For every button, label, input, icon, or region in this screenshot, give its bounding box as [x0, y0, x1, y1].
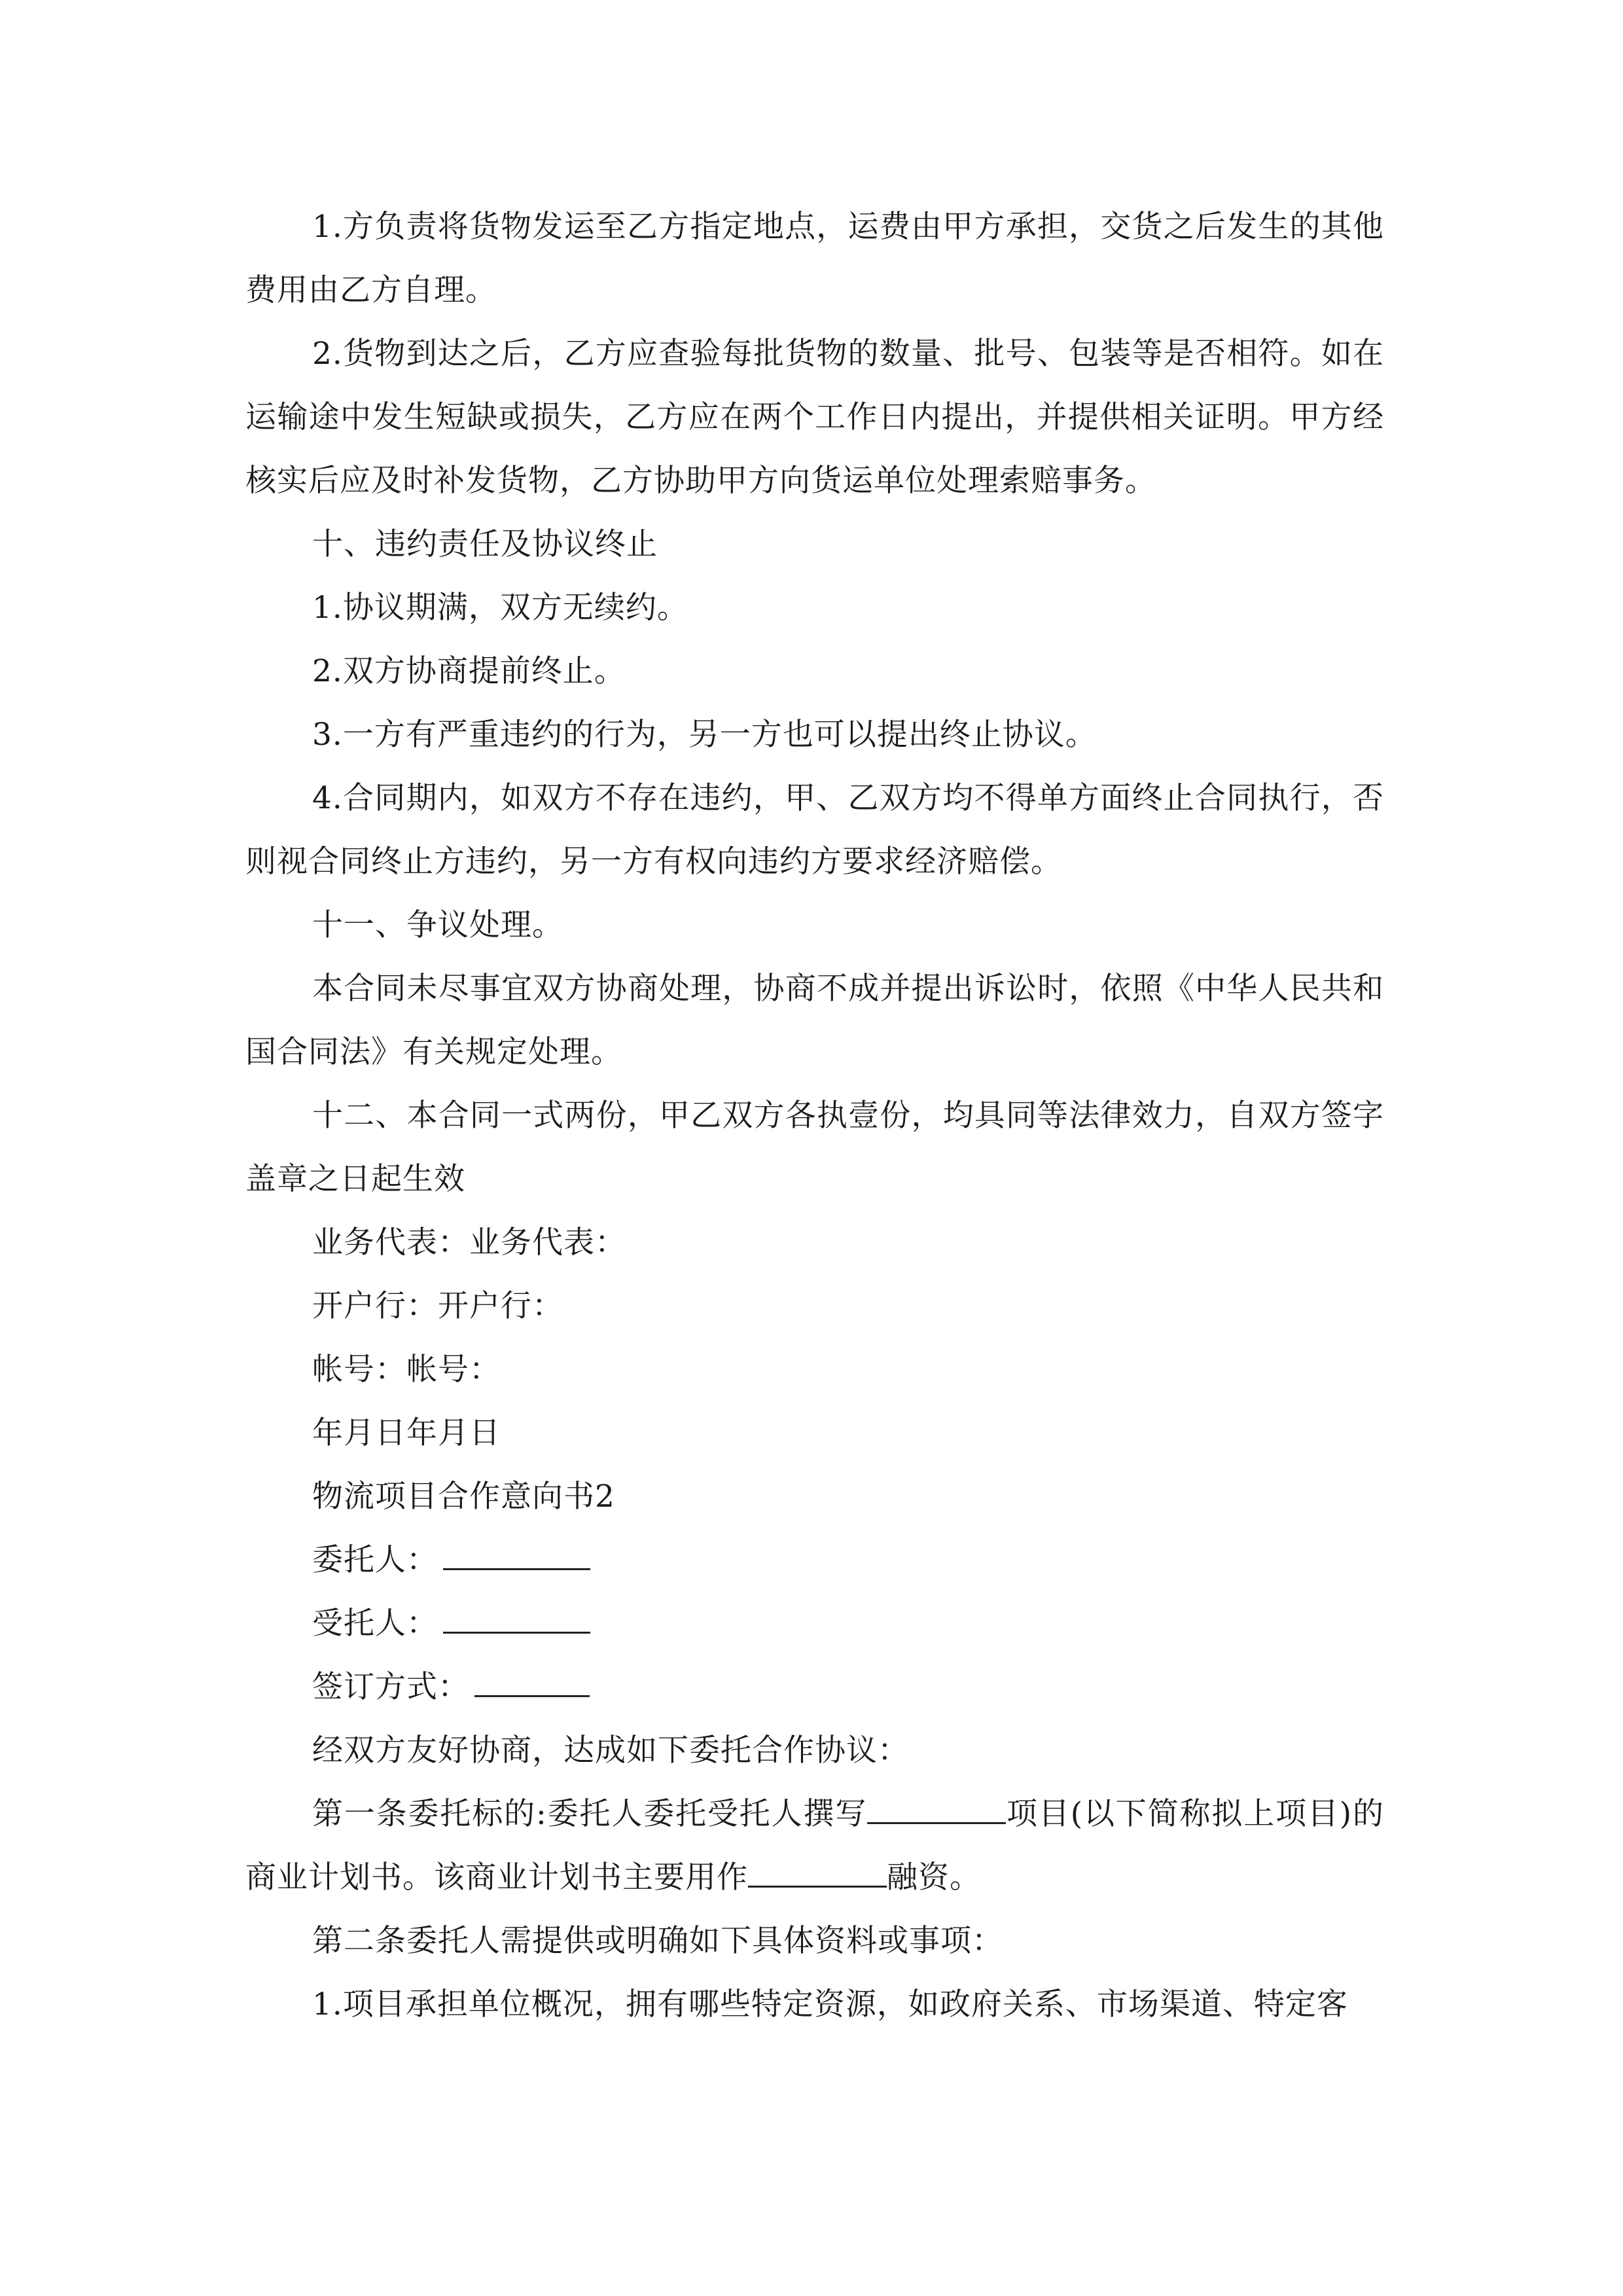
paragraph-termination-1: 1.协议期满，双方无续约。	[312, 590, 688, 626]
field-signing-method	[245, 1655, 1384, 1719]
document-body	[245, 195, 1384, 2036]
paragraph-termination-3: 3.一方有严重违约的行为，另一方也可以提出终止协议。	[312, 717, 1097, 753]
financing-blank	[748, 1859, 887, 1888]
entrustor-blank	[443, 1542, 590, 1570]
field-trustee	[245, 1592, 1384, 1655]
signature-bank: 开户行：开户行：	[312, 1288, 563, 1324]
section-heading-dispute: 十一、争议处理。	[312, 907, 563, 943]
paragraph-dispute: 本合同未尽事宜双方协商处理，协商不成并提出诉讼时，依照《中华人民共和国合同法》有关规定处理。	[245, 971, 1384, 1070]
agreement-intro: 经双方友好协商，达成如下委托合作协议：	[312, 1732, 909, 1768]
trustee-blank	[443, 1605, 590, 1634]
document-title-2: 物流项目合作意向书2	[312, 1479, 615, 1515]
field-trustee-label: 受托人：	[312, 1605, 438, 1641]
paragraph-termination-4: 4.合同期内，如双方不存在违约，甲、乙双方均不得单方面终止合同执行，否则视合同终止方违约，另一方有权向违约方要求经济赔偿。	[245, 780, 1384, 880]
signature-date: 年月日年月日	[312, 1415, 501, 1451]
project-name-blank	[867, 1796, 1006, 1824]
article-1	[245, 1782, 1384, 1909]
signing-blank	[474, 1669, 590, 1697]
field-signing-label: 签订方式：	[312, 1669, 469, 1705]
field-entrustor	[245, 1528, 1384, 1592]
paragraph-goods-inspection: 2.货物到达之后，乙方应查验每批货物的数量、批号、包装等是否相符。如在运输途中发生短缺或损失，乙方应在两个工作日内提出，并提供相关证明。甲方经核实后应及时补发货物，乙方协助甲方向货运单位处理索赔事务。	[245, 336, 1384, 499]
signature-representative: 业务代表：业务代表：	[312, 1225, 626, 1261]
paragraph-delivery-cost: 1.方负责将货物发运至乙方指定地点，运费由甲方承担，交货之后发生的其他费用由乙方自理。	[245, 209, 1384, 308]
field-entrustor-label: 委托人：	[312, 1542, 438, 1578]
article-1-part-1: 第一条委托标的:委托人委托受托人撰写	[312, 1796, 868, 1832]
article-1-part-3: 融资。	[887, 1859, 981, 1895]
article-1-part-2: 项目(以下简称拟上项目)的商业计划书。该商业计划书主要用作	[245, 1796, 1384, 1895]
section-heading-breach: 十、违约责任及协议终止	[312, 526, 658, 562]
paragraph-termination-2: 2.双方协商提前终止。	[312, 653, 626, 689]
article-2: 第二条委托人需提供或明确如下具体资料或事项：	[312, 1923, 1003, 1959]
paragraph-copies: 十二、本合同一式两份，甲乙双方各执壹份，均具同等法律效力，自双方签字盖章之日起生效	[245, 1098, 1384, 1197]
signature-account: 帐号：帐号：	[312, 1352, 501, 1388]
article-2-item-1: 1.项目承担单位概况，拥有哪些特定资源，如政府关系、市场渠道、特定客	[312, 1986, 1348, 2022]
